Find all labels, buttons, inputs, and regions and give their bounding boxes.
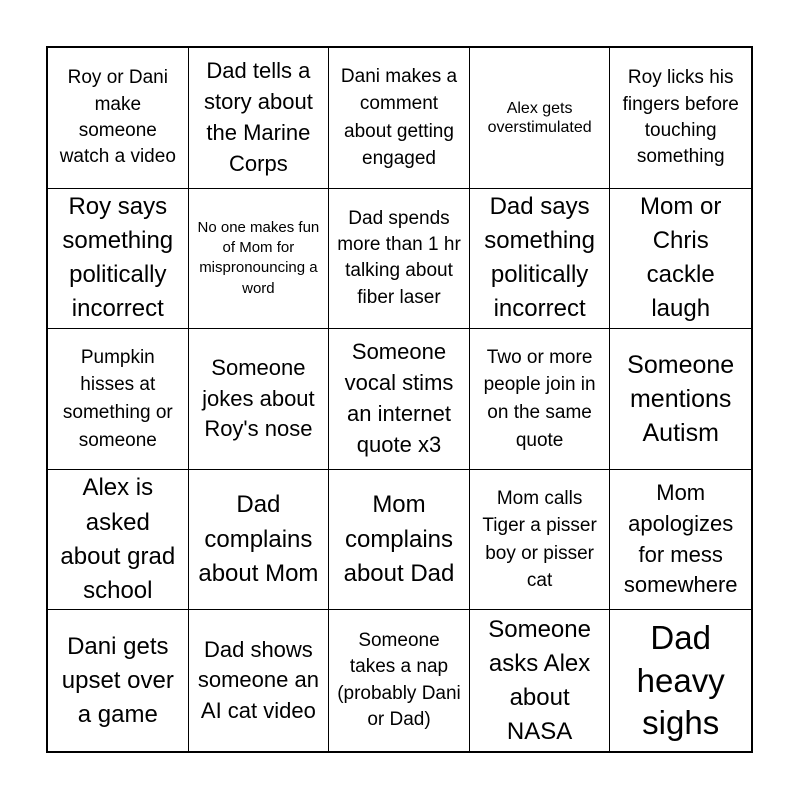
bingo-cell[interactable]	[189, 329, 330, 470]
bingo-cell[interactable]	[470, 329, 611, 470]
bingo-cell-text: Someone takes a nap (probably Dani or Dad)	[337, 630, 461, 730]
bingo-cell-text: Alex gets overstimulated	[487, 99, 592, 136]
bingo-cell-text: Dad complains about Mom	[198, 491, 319, 587]
bingo-cell-text: Mom or Chris cackle laugh	[640, 193, 722, 323]
bingo-cell-text: Roy licks his fingers before touching something	[622, 67, 739, 168]
bingo-cell[interactable]	[470, 48, 611, 189]
bingo-cell[interactable]	[48, 329, 189, 470]
bingo-cell-text: Someone jokes about Roy's nose	[202, 354, 315, 442]
bingo-cell[interactable]	[329, 329, 470, 470]
bingo-cell-text: Dad says something politically incorrect	[484, 193, 595, 323]
bingo-cell-text: Someone mentions Autism	[627, 350, 735, 447]
bingo-cell[interactable]	[329, 48, 470, 189]
bingo-cell[interactable]	[48, 470, 189, 611]
bingo-cell[interactable]	[189, 610, 330, 751]
bingo-cell[interactable]	[329, 470, 470, 611]
bingo-cell[interactable]	[470, 189, 611, 330]
bingo-cell-text: Dad tells a story about the Marine Corps	[203, 58, 313, 176]
bingo-cell-text: Pumpkin hisses at something or someone	[62, 346, 173, 451]
bingo-cell[interactable]	[610, 189, 751, 330]
bingo-cell-text: Roy says something politically incorrect	[62, 193, 174, 323]
bingo-cell-text: Dani makes a comment about getting engaged	[340, 65, 458, 170]
bingo-cell[interactable]	[48, 610, 189, 751]
bingo-cell[interactable]	[189, 470, 330, 611]
bingo-cell[interactable]	[610, 610, 751, 751]
bingo-cell-text: Mom complains about Dad	[343, 491, 455, 587]
bingo-cell-text: Alex is asked about grad school	[60, 474, 176, 604]
bingo-cell-text: Someone asks Alex about NASA	[488, 615, 591, 745]
bingo-cell-text: Someone vocal stims an internet quote x3	[344, 339, 454, 457]
bingo-cell[interactable]	[470, 610, 611, 751]
bingo-cell-text: Mom apologizes for mess somewhere	[623, 480, 738, 598]
bingo-cell-text: Mom calls Tiger a pisser boy or pisser cat	[482, 487, 597, 592]
bingo-cell[interactable]	[189, 189, 330, 330]
bingo-cell[interactable]	[329, 610, 470, 751]
bingo-cell-text: Dani gets upset over a game	[61, 632, 174, 728]
bingo-cell-text: Dad heavy sighs	[636, 619, 725, 741]
bingo-cell[interactable]	[189, 48, 330, 189]
bingo-cell[interactable]	[610, 48, 751, 189]
bingo-board	[46, 46, 753, 753]
bingo-cell[interactable]	[48, 189, 189, 330]
bingo-cell-text: No one makes fun of Mom for mispronouncing a word	[197, 218, 320, 297]
bingo-cell-text: Roy or Dani make someone watch a video	[59, 67, 176, 168]
bingo-cell[interactable]	[470, 470, 611, 611]
bingo-cell[interactable]	[329, 189, 470, 330]
bingo-cell-text: Dad spends more than 1 hr talking about fiber laser	[337, 207, 461, 308]
bingo-cell-text: Dad shows someone an AI cat video	[197, 636, 319, 724]
bingo-cell[interactable]	[610, 470, 751, 611]
bingo-cell[interactable]	[610, 329, 751, 470]
bingo-cell[interactable]	[48, 48, 189, 189]
bingo-cell-text: Two or more people join in on the same quote	[483, 346, 596, 451]
